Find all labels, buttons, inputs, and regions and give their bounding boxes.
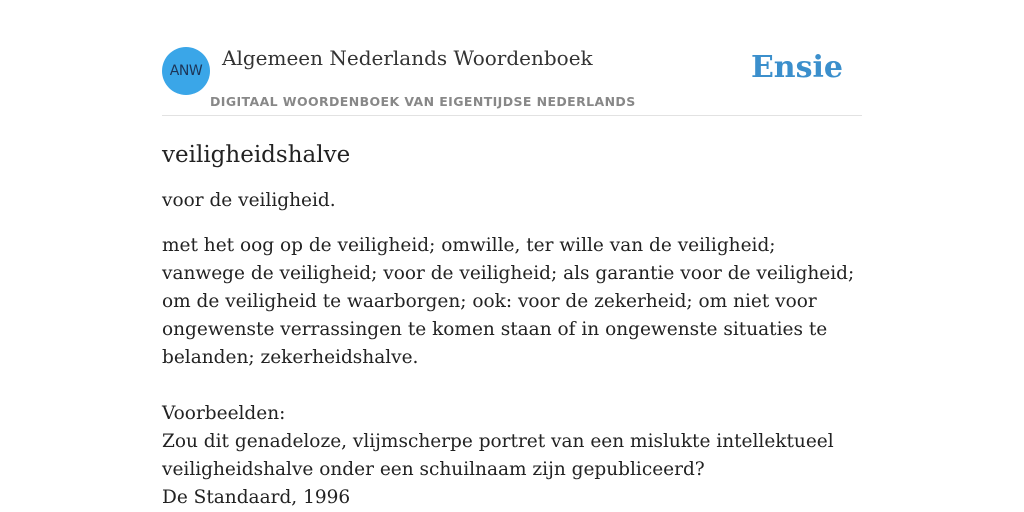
example-source: De Standaard, 1996 [162, 487, 351, 508]
examples-section [162, 400, 862, 512]
logo-text: ANW [169, 63, 203, 79]
site-header [162, 40, 862, 116]
site-subtitle: DIGITAAL WOORDENBOEK VAN EIGENTIJDSE NEDERLANDS [210, 94, 636, 109]
site-title[interactable]: Algemeen Nederlands Woordenboek [222, 46, 593, 70]
anw-logo[interactable] [162, 47, 210, 95]
headword: veiligheidshalve [162, 142, 351, 168]
definition: voor de veiligheid. [162, 190, 336, 211]
examples-label: Voorbeelden: [162, 403, 286, 424]
ensie-brand-logo[interactable]: Ensie [750, 50, 843, 85]
example-line-2: veiligheidshalve onder een schuilnaam zijn gepubliceerd? [162, 459, 705, 480]
dictionary-entry [162, 138, 862, 512]
example-line-1: Zou dit genadeloze, vlijmscherpe portret van een mislukte intellektueel [162, 431, 834, 452]
synonyms-paragraph: met het oog op de veiligheid; omwille, ter wille van de veiligheid; vanwege de veiligheid; voor de veiligheid; als garantie voor de veiligheid; om de veiligheid te waarborgen; ook: voor de zekerheid; om niet voor ongewenste verrassingen te komen staan of in ongewenste situaties te belanden; zekerheidshalve. [162, 235, 855, 368]
